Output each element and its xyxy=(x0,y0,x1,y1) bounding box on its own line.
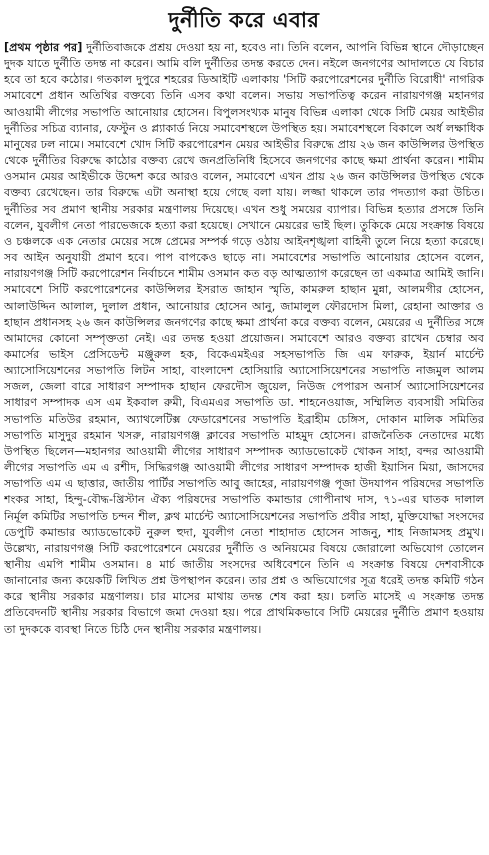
article-paragraph: দুর্নীতিবাজকে প্রশ্রয় দেওয়া হয় না, হবেও না। তিনি বলেন, আপনি বিভিন্ন স্থানে দৌড়াচ্ছেন দুদক যাতে দুর্নীতি তদন্ত না করেন। আমি বলি দুর্নীতির তদন্ত করতে দেন। নইলে জনগণের আদালতে যে বিচার হবে তা হবে কঠোর। গতকাল দুপুরে শহরের ডিআইটি এলাকায় 'সিটি করপোরেশনের দুর্নীতি বিরোধী' নাগরিক সমাবেশে প্রধান অতিথির বক্তব্যে তিনি এসব কথা বলেন। সভায় সভাপতিত্ব করেন নারায়ণগঞ্জ মহানগর আওয়ামী লীগের সভাপতি আনোয়ার হোসেন। বিপুলসংখ্যক মানুষ বিভিন্ন এলাকা থেকে সিটি মেয়র আইভীর দুর্নীতির সচিত্র ব্যানার, ফেস্টুন ও প্ল্যাকার্ড নিয়ে সমাবেশস্থলে উপস্থিত হয়। সমাবেশস্থলে বিকালে অর্ধ লক্ষাধিক মানুষের ঢল নামে। সমাবেশে খোদ সিটি করপোরেশন মেয়র আইভীর বিরুদ্ধে প্রায় ২৬ জন কাউন্সিলর উপস্থিত থেকে দুর্নীতির বিরুদ্ধে কাঠোর বক্তব্য রেখে জনপ্রতিনিধি হিসেবে জনগণের কাছে ক্ষমা প্রার্থনা করেন। শামীম ওসমান মেয়র আইভীকে উদ্দেশ করে আরও বলেন, সমাবেশে এখন প্রায় ২৬ জন কাউন্সিলর উপস্থিত থেকে বক্তব্য রেখেছেন। তার বিরুদ্ধে এটা অনাস্থা হয়ে গেছে বলা যায়। লজ্জা থাকলে তার পদত্যাগ করা উচিত। দুর্নীতির সব প্রমাণ স্থানীয় সরকার মন্ত্রণালয় দিয়েছে। এখন শুধু সময়ের ব্যাপার। বিভিন্ন হত্যার প্রসঙ্গে তিনি বলেন, যুবলীগ নেতা পারভেজকে হত্যা করা হয়েছে। সেখানে মেয়রের ভাই ছিল। তুকিকে মেয়ে সংক্রান্ত বিষয়ে ও চঞ্চলকে এক নেতার মেয়ের সঙ্গে প্রেমের সম্পর্ক গড়ে ওঠায় আইনশৃঙ্খলা বাহিনী তুলে নিয়ে হত্যা করেছে। সব আইন অনুযায়ী প্রমাণ হবে। পাপ বাপকেও ছাড়ে না। সমাবেশের সভাপতি আনোয়ার হোসেন বলেন, নারায়ণগঞ্জ সিটি করপোরেশন নির্বাচনে শামীম ওসমান কত বড় আত্মত্যাগ করেছেন তা একমাত্র আমিই জানি। সমাবেশে সিটি করপোরেশনের কাউন্সিলর ইসরাত জাহান স্মৃতি, কামরুল হাছান মুন্না, আলমগীর হোসেন, আলাউদ্দিন আলাল, দুলাল প্রধান, আনোয়ার হোসেন আনু, জামালুল ফৌরদোস মিলা, রেহানা আক্তার ও হাছান প্রধানসহ ২৬ জন কাউন্সিলর জনগণের কাছে ক্ষমা প্রার্থনা করে বক্তব্য বলেন, মেয়রের এ দুর্নীতির সঙ্গে আমাদের কোনো সম্পৃক্ততা নেই। এর তদন্ত হওয়া প্রয়োজন। সমাবেশে আরও বক্তব্য রাখেন চেম্বার অব কমার্সের ভাইস প্রেসিডেন্ট মঞ্জুরুল হক, বিকেএমইএর সহসভাপতি জি এম ফারুক, ইয়ার্ন মার্চেন্ট অ্যাসোসিয়েশনের সভাপতি লিটন সাহা, বাংলাদেশ হোসিয়ারি অ্যাসোসিয়েশনের সভাপতি নাজমুল আলম সজল, জেলা বারে সাধারণ সম্পাদক হাছান ফেরদৌস জুয়েল, নিউজ পেপারস অনার্স অ্যাসোসিয়েশনের সাধারণ সম্পাদক এস এম ইকবাল রুমী, বিএমএর সভাপতি ডা. শাহনেওয়াজ, সম্মিলিত ব্যবসায়ী সমিতির সভাপতি মতিউর রহমান, অ্যাথলেটিক্স ফেডারেশনের সভাপতি ইব্রাহীম চেঙ্গিস, দোকান মালিক সমিতির সভাপতি মাসুদুর রহমান খসরু, নারায়ণগঞ্জ ক্লাবের সভাপতি মাহমুদ হোসেন। রাজনৈতিক নেতাদের মধ্যে উপস্থিত ছিলেন—মহানগর আওয়ামী লীগের সাধারণ সম্পাদক অ্যাডভোকেট খোকন সাহা, বন্দর আওয়ামী লীগের সভাপতি এম এ রশীদ, সিদ্ধিরগঞ্জ আওয়ামী লীগের সাধারণ সম্পাদক হাজী ইয়াসিন মিয়া, জাসদের সভাপতি এম এ ছাত্তার, জাতীয় পার্টির সভাপতি আবু জাহের, নারায়ণগঞ্জ পূজা উদযাপন পরিষদের সভাপতি শংকর সাহা, হিন্দু-বৌদ্ধ-খ্রিস্টান ঐক্য পরিষদের সভাপতি কমান্ডার গোপীনাথ দাস, ৭১-এর ঘাতক দালাল নির্মূল কমিটির সভাপতি চন্দন শীল, ক্লথ মার্চেন্ট অ্যাসোসিয়েশনের সভাপতি প্রবীর সাহা, মুক্তিযোদ্ধা সংসদের ডেপুটি কমান্ডার অ্যাডভোকেট নুরুল হুদা, যুবলীগ নেতা শাহাদাত হোসেন সাজনু, শাহ নিজামসহ প্রমুখ। উল্লেখ্য, নারায়ণগঞ্জ সিটি করপোরেশনে মেয়রের দুর্নীতি ও অনিয়মের বিষয়ে জোরালো অভিযোগ তোলেন স্থানীয় এমপি শামীম ওসমান। ৪ মার্চ জাতীয় সংসদের অধিবেশনে তিনি এ সংক্রান্ত বিষয়ে দেশবাসীকে জানানোর জন্য কয়েকটি লিখিত প্রশ্ন উপস্থাপন করেন। তার প্রশ্ন ও অভিযোগের সূত্র ধরেই তদন্ত কমিটি গঠন করে স্থানীয় সরকার মন্ত্রণালয়। চার মাসের মাথায় তদন্ত শেষ করা হয়। চলতি মাসেই এ সংক্রান্ত তদন্ত প্রতিবেদনটি স্থানীয় সরকার বিভাগে জমা দেওয়া হয়। পরে প্রাথমিকভাবে সিটি মেয়রের দুর্নীতি প্রমাণ হওয়ায় তা দুদককে ব্যবস্থা নিতে চিঠি দেন স্থানীয় সরকার মন্ত্রণালয়। xyxy=(4,41,484,636)
lead-continuation-tag: [প্রথম পৃষ্ঠার পর] xyxy=(4,41,83,54)
article-headline: দুর্নীতি করে এবার xyxy=(168,8,320,32)
news-article xyxy=(4,0,484,855)
article-body xyxy=(4,40,484,638)
